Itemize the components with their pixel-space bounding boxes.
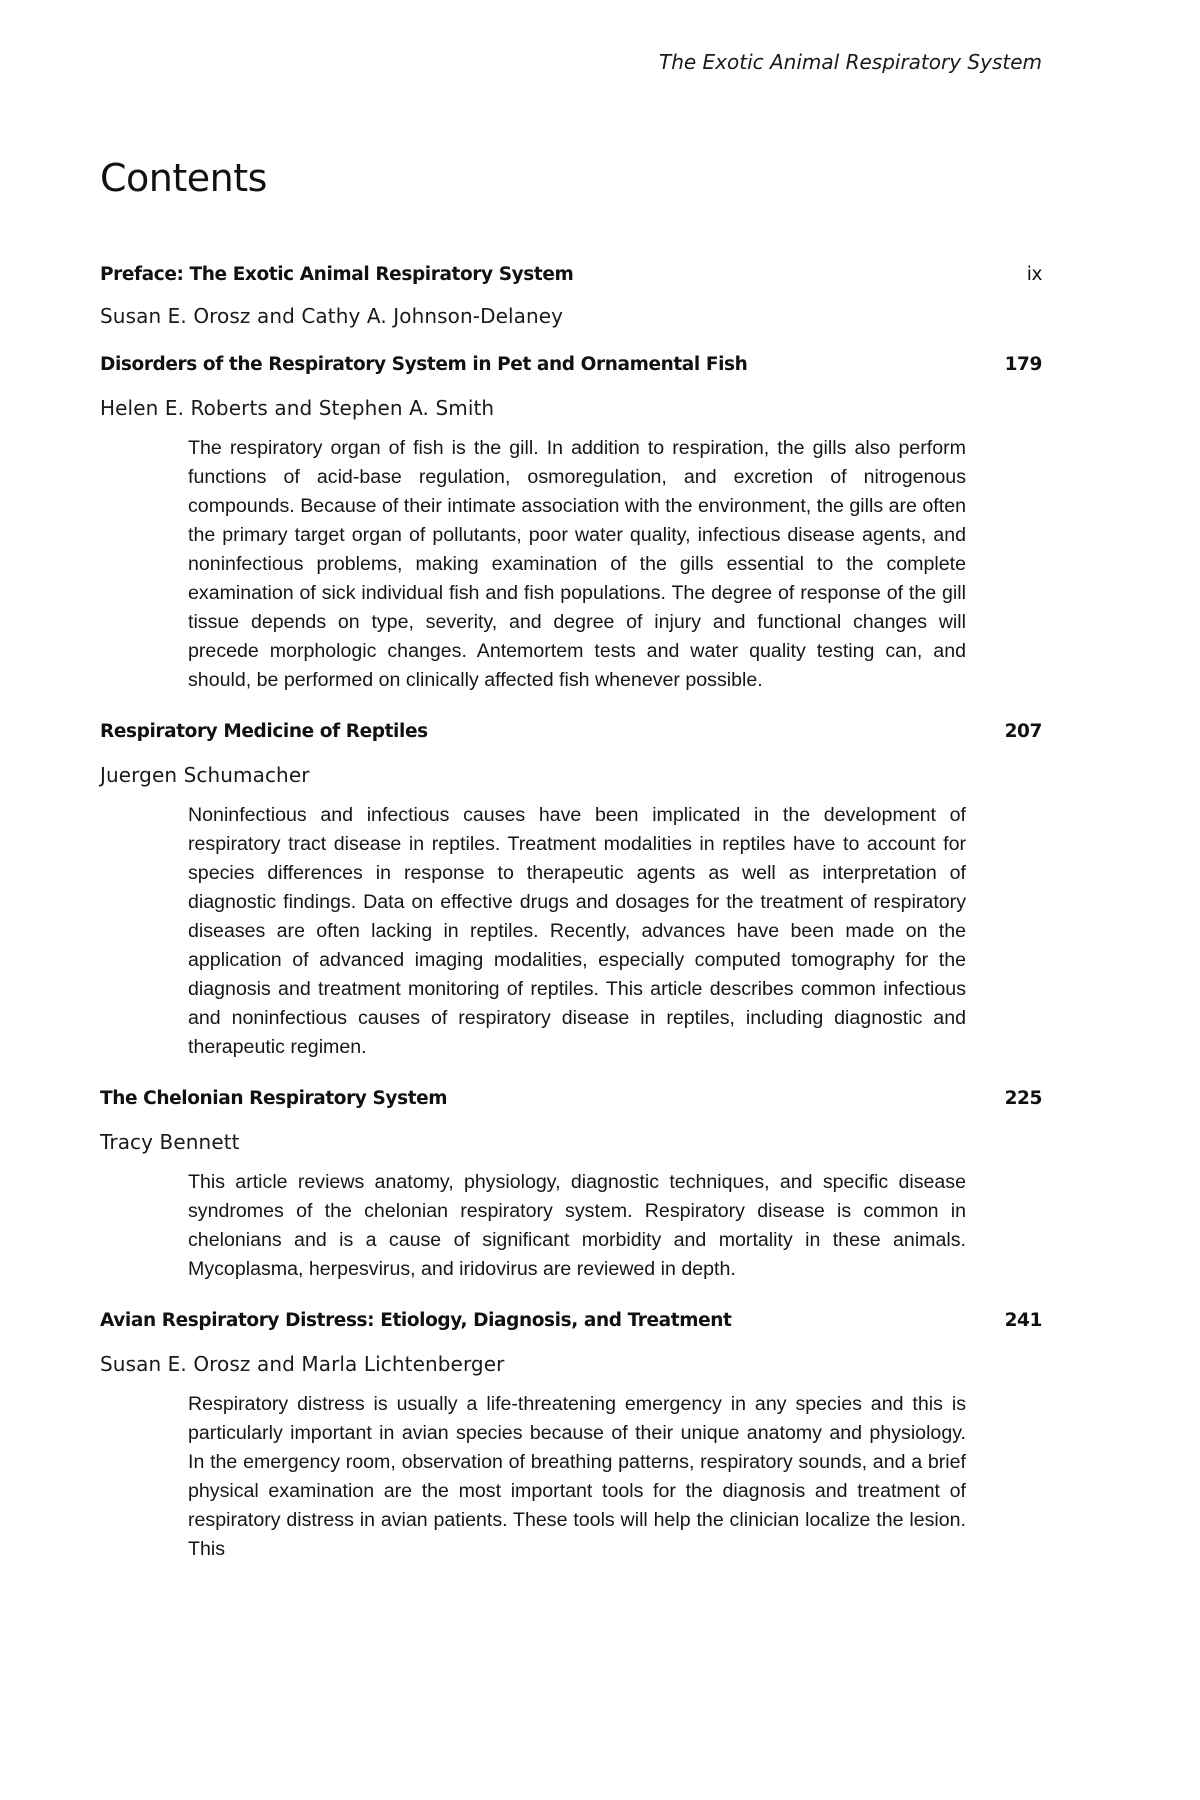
toc-entry — [100, 721, 1042, 1062]
toc-entry-page-number[interactable]: 225 — [1004, 1088, 1042, 1109]
toc-entry — [100, 354, 1042, 695]
toc-entry-authors: Susan E. Orosz and Cathy A. Johnson-Delaney — [100, 304, 564, 328]
toc-entry-abstract: Noninfectious and infectious causes have been implicated in the development of respiratory tract disease in reptiles. Treatment modalities in reptiles have to account for species differences in response to therapeutic agents as well as interpretation of diagnostic findings. Data on effective drugs and dosages for the treatment of respiratory diseases are often lacking in reptiles. Recently, advances have been made on the application of advanced imaging modalities, especially computed tomography for the diagnosis and treatment monitoring of reptiles. This article describes common infectious and noninfectious causes of respiratory disease in reptiles, including diagnostic and therapeutic regimen. — [188, 804, 966, 1058]
toc-entry-authors: Helen E. Roberts and Stephen A. Smith — [100, 396, 495, 420]
toc-entry-header — [100, 354, 1042, 382]
toc-entry — [100, 1310, 1042, 1564]
toc-entry — [100, 264, 1042, 328]
toc-entry-title[interactable]: The Chelonian Respiratory System — [100, 1088, 448, 1109]
toc-entry-authors: Tracy Bennett — [100, 1130, 240, 1154]
toc-entry-title[interactable]: Avian Respiratory Distress: Etiology, Diagnosis, and Treatment — [100, 1310, 732, 1331]
document-page — [100, 0, 1042, 1800]
toc-entry-header — [100, 1088, 1042, 1116]
toc-entry-page-number[interactable]: 207 — [1004, 721, 1042, 742]
toc-entry-page-number[interactable]: 241 — [1004, 1310, 1042, 1331]
toc-entry-page-number[interactable]: ix — [1026, 264, 1042, 285]
toc-entry-header — [100, 1310, 1042, 1338]
toc-entry-page-number[interactable]: 179 — [1004, 354, 1042, 375]
toc-entry-abstract: This article reviews anatomy, physiology, diagnostic techniques, and specific disease syndromes of the chelonian respiratory system. Respiratory disease is common in chelonians and is a cause of significant morbidity and mortality in these animals. Mycoplasma, herpesvirus, and iridovirus are reviewed in depth. — [188, 1171, 966, 1280]
page-title: Contents — [100, 156, 267, 200]
toc-entry-abstract: The respiratory organ of fish is the gill. In addition to respiration, the gills also perform functions of acid-base regulation, osmoregulation, and excretion of nitrogenous compounds. Because of their intimate association with the environment, the gills are often the primary target organ of pollutants, poor water quality, infectious disease agents, and noninfectious problems, making examination of the gills essential to the complete examination of sick individual fish and fish populations. The degree of response of the gill tissue depends on type, severity, and degree of injury and functional changes will precede morphologic changes. Antemortem tests and water quality testing can, and should, be performed on clinically affected fish whenever possible. — [188, 437, 966, 691]
running-head: The Exotic Animal Respiratory System — [658, 50, 1042, 74]
toc-entry — [100, 1088, 1042, 1284]
toc-entry-authors: Juergen Schumacher — [100, 763, 310, 787]
toc-entry-title[interactable]: Respiratory Medicine of Reptiles — [100, 721, 428, 742]
toc-entry-header — [100, 264, 1042, 292]
toc-entry-header — [100, 721, 1042, 749]
toc-entry-abstract: Respiratory distress is usually a life-threatening emergency in any species and this is particularly important in avian species because of their unique anatomy and physiology. In the emergency room, observation of breathing patterns, respiratory sounds, and a brief physical examination are the most important tools for the diagnosis and treatment of respiratory distress in avian patients. These tools will help the clinician localize the lesion. This — [188, 1393, 966, 1560]
toc-entry-title[interactable]: Disorders of the Respiratory System in Pet and Ornamental Fish — [100, 354, 748, 375]
toc-entry-title[interactable]: Preface: The Exotic Animal Respiratory System — [100, 264, 574, 285]
toc-entry-authors: Susan E. Orosz and Marla Lichtenberger — [100, 1352, 505, 1376]
table-of-contents — [100, 264, 1042, 1590]
